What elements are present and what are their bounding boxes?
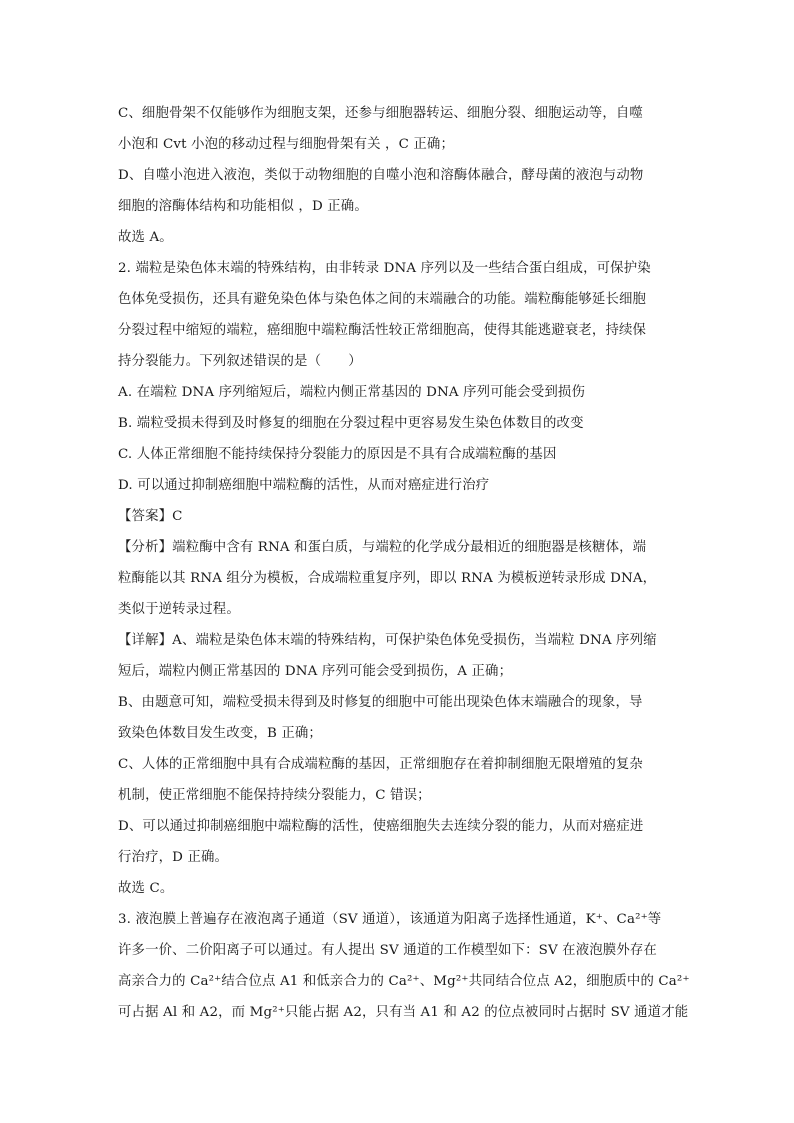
text-line: B、由题意可知，端粒受损未得到及时修复的细胞中可能出现染色体末端融合的现象，导	[118, 695, 643, 710]
option-d: D. 可以通过抑制癌细胞中端粒酶的活性，从而对癌症进行治疗	[118, 478, 490, 493]
document-page	[118, 98, 690, 1028]
text-line: 可占据 Al 和 A2，而 Mg²⁺只能占据 A2，只有当 A1 和 A2 的位点被同时占据时 SV 通道才能	[118, 1005, 689, 1020]
analysis-line: 【分析】端粒酶中含有 RNA 和蛋白质，与端粒的化学成分最相近的细胞器是核糖体，端	[118, 540, 647, 555]
text-line: D、自噬小泡进入液泡，类似于动物细胞的自噬小泡和溶酶体融合，酵母菌的液泡与动物	[118, 168, 644, 183]
text-line: 分裂过程中缩短的端粒，癌细胞中端粒酶活性较正常细胞高，使得其能逃避衰老，持续保	[118, 323, 647, 338]
text-line: 持分裂能力。下列叙述错误的是（ ）	[118, 354, 362, 369]
text-line: 致染色体数目发生改变，B 正确；	[118, 726, 322, 741]
option-c: C. 人体正常细胞不能持续保持分裂能力的原因是不具有合成端粒酶的基因	[118, 447, 557, 462]
text-line: 故选 A。	[118, 230, 173, 245]
text-line: 色体免受损伤，还具有避免染色体与染色体之间的末端融合的功能。端粒酶能够延长细胞	[118, 292, 647, 307]
option-b: B. 端粒受损未得到及时修复的细胞在分裂过程中更容易发生染色体数目的改变	[118, 416, 584, 431]
text-line: 机制，使正常细胞不能保持持续分裂能力，C 错误；	[118, 788, 431, 803]
text-line: 高亲合力的 Ca²⁺结合位点 A1 和低亲合力的 Ca²⁺、Mg²⁺共同结合位点 A2，细胞质中的 Ca²⁺	[118, 974, 690, 989]
text-line: 粒酶能以其 RNA 组分为模板，合成端粒重复序列，即以 RNA 为模板逆转录形成 DNA，	[118, 571, 657, 586]
text-line: 细胞的溶酶体结构和功能相似 ，D 正确。	[118, 199, 368, 214]
question-line: 2. 端粒是染色体末端的特殊结构，由非转录 DNA 序列以及一些结合蛋白组成，可保护染	[118, 261, 651, 276]
text-line: 类似于逆转录过程。	[118, 602, 240, 617]
text-line: 许多一价、二价阳离子可以通过。有人提出 SV 通道的工作模型如下：SV 在液泡膜外存在	[118, 943, 657, 958]
explanation-line: 【详解】A、端粒是染色体末端的特殊结构，可保护染色体免受损伤，当端粒 DNA 序列缩	[118, 633, 657, 648]
text-line: D、可以通过抑制癌细胞中端粒酶的活性，使癌细胞失去连续分裂的能力，从而对癌症进	[118, 819, 644, 834]
text-line: 故选 C。	[118, 881, 174, 896]
text-line: 小泡和 Cvt 小泡的移动过程与细胞骨架有关 ，C 正确；	[118, 137, 455, 152]
text-line: 行治疗，D 正确。	[118, 850, 229, 865]
text-line: C、细胞骨架不仅能够作为细胞支架，还参与细胞器转运、细胞分裂、细胞运动等，自噬	[118, 106, 643, 121]
question-line: 3. 液泡膜上普遍存在液泡离子通道（SV 通道），该通道为阳离子选择性通道，K⁺、Ca²⁺等	[118, 912, 662, 927]
text-line: 短后，端粒内侧正常基因的 DNA 序列可能会受到损伤，A 正确；	[118, 664, 513, 679]
answer-line: 【答案】C	[118, 509, 183, 524]
text-line: C、人体的正常细胞中具有合成端粒酶的基因，正常细胞存在着抑制细胞无限增殖的复杂	[118, 757, 643, 772]
option-a: A. 在端粒 DNA 序列缩短后，端粒内侧正常基因的 DNA 序列可能会受到损伤	[118, 385, 586, 400]
